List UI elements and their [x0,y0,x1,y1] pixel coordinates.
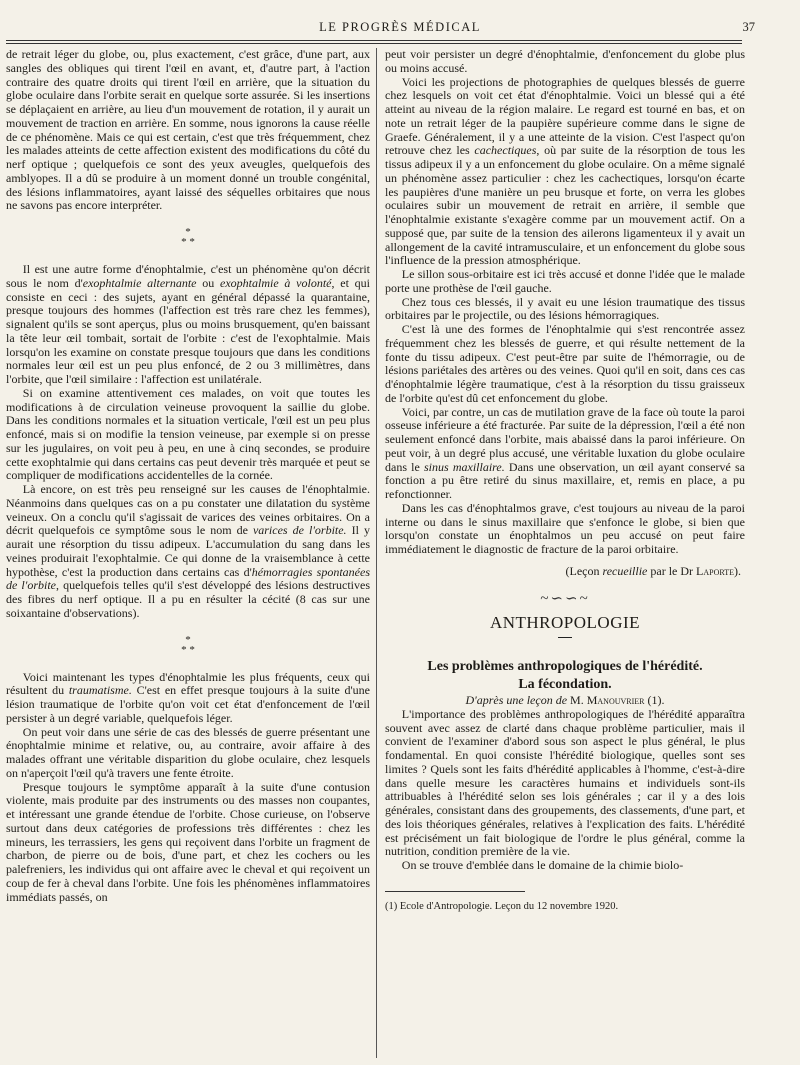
article-subtitle: La fécondation. [518,677,612,692]
paragraph: On se trouve d'emblée dans le domaine de la chimie biolo- [401,858,684,872]
header-rule-top [6,40,742,41]
asterism-separator: * * * [181,633,195,656]
paragraph: Voici maintenant les types d'énophtalmie les plus fréquents, ceux qui résultent du traumatisme. C'est en effet presque toujours à la suite d'une lésion traumatique de l'orbite qu'on voit cet état d'enfoncement de l'œil persister à un degré variable, quelquefois léger. [6,669,371,725]
column-divider [376,48,377,1058]
paragraph: Voici, par contre, un cas de mutilation grave de la face où toute la paroi osseuse inférieure a été fracturée. Par suite de la dépression, l'œil a été non seulement enfoncé dans l'orbite, mais abaissé dans la paroi inférieure. On peut voir, à un degré plus accusé, une véritable luxation du globe oculaire dans le sinus maxillaire. Dans une observation, un œil ayant conservé sa fonction a pu être retiré du sinus maxillaire, et, remis en place, a pu refonctionner. [385,404,746,501]
paragraph: peut voir persister un degré d'énophtalmie, d'enfoncement du globe plus ou moins accusé. [385,47,745,75]
paragraph: Le sillon sous-orbitaire est ici très accusé et donne l'idée que le malade porte une prothèse de l'œil gauche. [385,267,745,295]
left-column [6,48,370,904]
article-title: Les problèmes anthropologiques de l'hérédité. [427,659,703,674]
asterism-separator: * * * [181,226,195,248]
paragraph: C'est là une des formes de l'énophtalmie qui s'est rencontrée assez fréquemment chez les blessés de guerre, et qui résulte nettement de la fonte du tissu adipeux. C'est peut-être par suite de l'hémorragie, ou de lésions pariétales des artères ou des veines. Quoi qu'il en soit, dans ces cas d'énophtalmie légère traumatique, c'est à la résorption du tissu graisseux de l'orbite qu'est dû cet enfoncement du globe. [385,322,745,405]
title-dash [385,632,745,640]
paragraph: Presque toujours le symptôme apparaît à la suite d'une contusion violente, mais produite par des instruments ou des masses non coupantes, et intéressant une grande étendue de l'orbite. Chose curieuse, on l'observe surtout dans deux catégories de professions très différentes : chez les mineurs, les terrassiers, les gens qui reçoivent dans l'orbite un fragment de charbon, de pierre ou de bois, d'une part, et chez les cochers ou les palefreniers, les individus qui ont affaire avec le cheval et qui reçoivent un coup de fer à cheval dans l'orbite. Une fois les phénomènes inflammatoires immédiats passés, on [6,779,370,904]
paragraph: Voici les projections de photographies de quelques blessés de guerre chez lesquels on voit cet état d'énophtalmie. Voici un blessé qui a été atteint au niveau de la région malaire. Le regard est tourné en bas, et on note un retrait léger de la paupière supérieure comme dans le signe de Graefe. Généralement, il y a une atteinte de la vision. C'est l'aspect qu'on retrouve chez les cachectiques, où par suite de la résorption de tous les tissus adipeux il y a un enfoncement du globe oculaire. On a même signalé un phénomène assez particulier : chez les cachectiques, lorsqu'on écarte les paupières d'une manière un peu brusque et forte, on verra les globes oculaires subir un mouvement de retrait en arrière, il semble que l'énophtalmie existante s'exagère comme par un mouvement actif. On a supposé que, par suite de la tension des ailerons ligamenteux il y avait un allongement de la cavité intramusculaire, et un enfoncement du globe sous l'influence de la pression atmosphérique. [385,74,745,268]
footnote-rule [385,891,525,892]
journal-title: LE PROGRÈS MÉDICAL [319,20,481,34]
paragraph: On peut voir dans une série de cas des blessés de guerre présentant une énophtalmie minime et relative, ou, au contraire, avoir affaire à des malades offrant une véritable disparition du globe oculaire, chez lesquels on n'aperçoit l'œil qu'à travers une fente étroite. [6,724,370,780]
section-title: ANTHROPOLOGIE [489,613,641,633]
paragraph: L'importance des problèmes anthropologiques de l'hérédité apparaîtra souvent avec assez de clarté dans chaque problème particulier, mais il convient de l'examiner d'abord sous son aspect le plus général, le plus fondamental. En quoi consiste l'hérédité biologique, quelles sont ses limites ? Quels sont les faits d'hérédité applicables à l'homme, c'est-à-dire dans quelle mesure les caractères humains et individuels sont-ils attribuables à l'hérédité selon ses lois générales ; car il y a des lois générales, consistant dans des groupements, des classements, d'une part, et des lois théoriques générales, relatives à l'explication des faits. L'hérédité est précisément un fait biologique de l'ordre le plus général, comme la nutrition, condition première de la vie. [385,706,745,859]
paragraph: Chez tous ces blessés, il y avait eu une lésion traumatique des tissus orbitaires par le projectile, ou des lésions hémorragiques. [385,294,745,323]
section-flourish: ~∽∽~ [540,590,590,607]
footnote: (1) Ecole d'Antropologie. Leçon du 12 novembre 1920. [385,900,619,912]
paragraph: Il est une autre forme d'énophtalmie, c'est un phénomène qu'on décrit sous le nom d'exophtalmie alternante ou exophtalmie à volonté, et qui consiste en ceci : des sujets, ayant en général dépassé la quarantaine, presque toujours des hommes (l'affection est très rare chez les femmes), signalent qu'ils se sont aperçus, plus ou moins brusquement, qu'en baissant la tête leur œil tombait, sortait de l'orbite : c'est de l'exophtalmie. Mais lorsqu'on les examine on constate presque toujours que dans les conditions normales leur œil est un peu plus enfoncé, de 2 ou 3 millimètres, dans l'orbite, que l'œil similaire : l'affection est unilatérale. [6,262,371,386]
paragraph: de retrait léger du globe, ou, plus exactement, c'est grâce, d'une part, aux sangles des obliques qui tirent l'œil en avant, et, d'autre part, à l'action contraire des quatre droits qui tirent l'œil en arrière, que la situation du globe oculaire dans l'orbite serait en quelque sorte assurée. Si les insertions se déplaçaient en arrière, au lieu d'un mouvement de rotation, il y aurait un mouvement de traction en arrière. En somme, nous ignorons la cause réelle de ce phénomène. Mais ce qui est certain, c'est que très fréquemment, chez les malades atteints de cette affection existent des modifications du côté du nerf optique ; quelquefois ce sont des yeux aveugles, quelquefois des amblyopes. Il a dû se produire à un moment donné un trouble congénital, des lésions inflammatoires, ayant laissé des séquelles orbitaires que nous ne savons pas encore interpréter. [6,47,370,213]
page-number: 37 [742,20,755,34]
paragraph: Si on examine attentivement ces malades, on voit que toutes les modifications à de circulation veineuse provoquent la saillie du globe. Dans les conditions normales et la situation verticale, l'œil est un peu plus enfoncé, mais si on modifie la tension veineuse, par exemple si on presse sur les jugulaires, on voit peu à peu, en une à cinq secondes, se produire cette exophtalmie qui dans certains cas peut devenir très marquée et peut se compliquer de modifications accidentelles de la cornée. [6,385,370,483]
right-column [385,48,745,914]
article-byline: D'après une leçon de M. Manouvrier (1). [465,693,665,707]
running-header [0,20,800,40]
paragraph: Là encore, on est très peu renseigné sur les causes de l'énophtalmie. Néanmoins dans quelques cas on a pu constater une dilatation du système veineux. On a conclu qu'il s'agissait de varices des veines orbitaires. On a décrit quelquefois ce symptôme sous le nom de varices de l'orbite. Il y aurait une résorption du tissu adipeux. L'accumulation du sang dans les veines produirait l'exophtalmie. Ce qui donne de la vraisemblance à cette hypothèse, c'est la production dans certains cas d'hémorragies spontanées de l'orbite, quelquefois telles qu'il s'est développé des lésions destructives des fibres du nerf optique. Il a pu en résulter la cécité (8 cas sur une soixantaine d'observations). [6,482,370,620]
header-rule-bottom [6,43,742,44]
paragraph: Dans les cas d'énophtalmos grave, c'est toujours au niveau de la paroi interne ou dans le sinus maxillaire que s'enfonce le globe, si bien que lorsqu'on constate un énophtalmos un peu accusé on peut faire immédiatement le diagnostic de fracture de la paroi orbitaire. [385,500,745,556]
lecture-signature: (Leçon recueillie par le Dr Laporte). [565,563,741,578]
